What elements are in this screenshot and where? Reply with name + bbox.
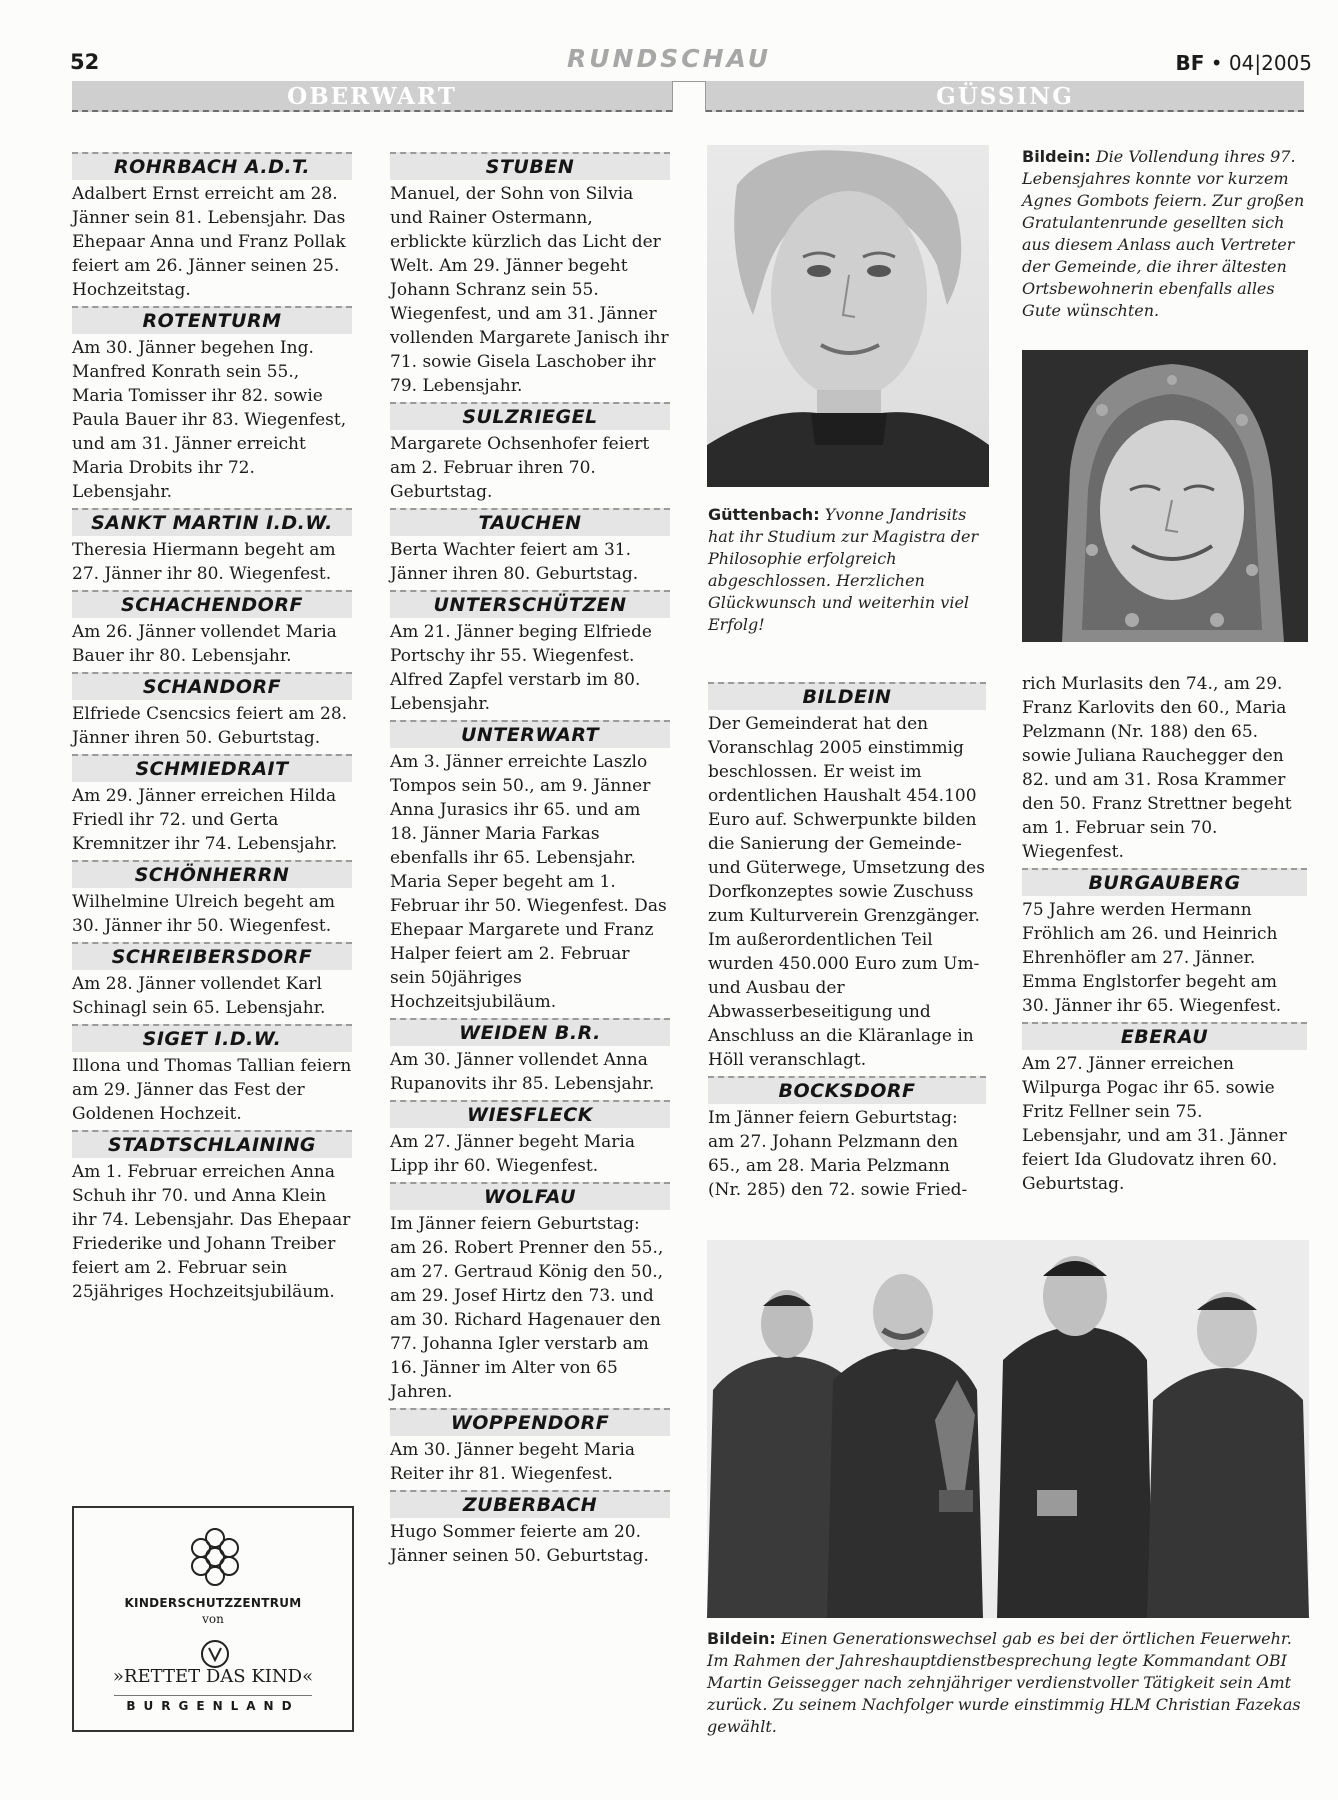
section-text: Am 27. Jänner begeht Maria Lipp ihr 60. Wiegenfest.: [390, 1132, 635, 1176]
section-title: EBERAU: [1022, 1022, 1307, 1050]
issue-brand: BF: [1175, 51, 1205, 75]
region-divider: [672, 81, 706, 112]
section-title: SCHMIEDRAIT: [72, 754, 352, 782]
section-title: SULZRIEGEL: [390, 402, 670, 430]
section-text: Am 30. Jänner begeht Maria Reiter ihr 81. Wiegenfest.: [390, 1440, 635, 1484]
section-title: WIESFLECK: [390, 1100, 670, 1128]
section-title: BOCKSDORF: [708, 1076, 986, 1104]
ad-slogan: »RETTET DAS KIND«: [112, 1666, 314, 1687]
section-title: ROTENTURM: [72, 306, 352, 334]
section-bildein: [708, 682, 986, 1072]
section-text: Am 29. Jänner erreichen Hilda Friedl ihr 72. und Gerta Kremnitzer ihr 74. Lebensjahr.: [72, 786, 338, 854]
section-text: Am 21. Jänner beging Elfriede Portschy ihr 55. Wiegenfest. Alfred Zapfel verstarb im 80. Lebensjahr.: [390, 622, 652, 714]
caption-label: Bildein:: [707, 1629, 776, 1648]
section-title: UNTERSCHÜTZEN: [390, 590, 670, 618]
section-title: ROHRBACH A.D.T.: [72, 152, 352, 180]
section-bocksdorf: [708, 1076, 986, 1202]
section-burgauberg: [1022, 868, 1307, 1018]
gift-box: [1037, 1490, 1077, 1516]
column-1: [72, 152, 352, 1308]
section-weiden: [390, 1018, 670, 1096]
ad-von: von: [202, 1612, 224, 1626]
issue-date: 04|2005: [1228, 51, 1312, 75]
region-bar-guessing: [706, 81, 1304, 112]
section-zuberbach: [390, 1490, 670, 1568]
section-text: rich Murlasits den 74., am 29. Franz Karlovits den 60., Maria Pelzmann (Nr. 188) den 65. sowie Juliana Rauchegger den 82. und am 31. Rosa Krammer den 50. Franz Strettner begeht am 1. Februar sein 70. Wiegenfest.: [1022, 674, 1292, 862]
ad-title: KINDERSCHUTZZENTRUM: [124, 1596, 302, 1610]
section-title: SIGET I.D.W.: [72, 1024, 352, 1052]
section-title: BURGAUBERG: [1022, 868, 1307, 896]
section-text: Im Jänner feiern Geburtstag: am 27. Johann Pelzmann den 65., am 28. Maria Pelzmann (Nr. 285) den 72. sowie Fried-: [708, 1108, 968, 1200]
section-text: Am 26. Jänner vollendet Maria Bauer ihr 80. Lebensjahr.: [72, 622, 337, 666]
section-title: UNTERWART: [390, 720, 670, 748]
column-4: [1022, 672, 1307, 1200]
section-text: Am 1. Februar erreichen Anna Schuh ihr 70. und Anna Klein ihr 74. Lebensjahr. Das Ehepaar Friederike und Johann Treiber feiert am 2. Februar sein 25jähriges Hochzeitsjubiläum.: [72, 1162, 351, 1302]
section-title: SCHÖNHERRN: [72, 860, 352, 888]
section-rohrbach: [72, 152, 352, 302]
section-unterschuetzen: [390, 590, 670, 716]
section-title: STADTSCHLAINING: [72, 1130, 352, 1158]
section-text: Am 28. Jänner vollendet Karl Schinagl sein 65. Lebensjahr.: [72, 974, 326, 1018]
section-title: TAUCHEN: [390, 508, 670, 536]
section-schreibersdorf: [72, 942, 352, 1020]
section-text: Elfriede Csencsics feiert am 28. Jänner ihren 50. Geburtstag.: [72, 704, 348, 748]
section-text: Margarete Ochsenhofer feiert am 2. Februar ihren 70. Geburtstag.: [390, 434, 650, 502]
section-tauchen: [390, 508, 670, 586]
section-stuben: [390, 152, 670, 398]
region-title-guessing: GÜSSING: [936, 83, 1074, 110]
region-bar-oberwart: [72, 81, 672, 112]
section-text: Der Gemeinderat hat den Voranschlag 2005 einstimmig beschlossen. Er weist im ordentlichen Haushalt 454.100 Euro auf. Schwerpunkte bilden die Sanierung der Gemeinde- und Güterwege, Umsetzung des Dorfkonzeptes sowie Zuschuss zum Kulturverein Grenzgänger. Im außerordentlichen Teil wurden 450.000 Euro zum Um- und Ausbau der Abwasserbeseitigung und Anschluss an die Kläranlage in Höll veranschlagt.: [708, 714, 985, 1070]
section-schachendorf: [72, 590, 352, 668]
section-text: Hugo Sommer feierte am 20. Jänner seinen 50. Geburtstag.: [390, 1522, 649, 1566]
photo-fire-brigade: [707, 1240, 1309, 1618]
section-text: Illona und Thomas Tallian feiern am 29. Jänner das Fest der Goldenen Hochzeit.: [72, 1056, 352, 1124]
section-bocksdorf-continued: [1022, 672, 1307, 864]
kinderschutz-logo-icon: [74, 1508, 356, 1734]
section-text: Theresia Hiermann begeht am 27. Jänner ihr 80. Wiegenfest.: [72, 540, 336, 584]
section-title: SCHREIBERSDORF: [72, 942, 352, 970]
elderly-woman-image: [1022, 350, 1308, 642]
section-text: 75 Jahre werden Hermann Fröhlich am 26. und Heinrich Ehrenhöfler am 27. Jänner. Emma Englstorfer begeht am 30. Jänner ihr 65. Wiegenfest.: [1022, 900, 1282, 1016]
photo-elderly-woman: [1022, 350, 1308, 642]
section-siget: [72, 1024, 352, 1126]
section-text: Adalbert Ernst erreicht am 28. Jänner sein 81. Lebensjahr. Das Ehepaar Anna und Franz Pollak feiert am 26. Jänner seinen 25. Hochzeitstag.: [72, 184, 346, 300]
caption-bildein-bottom: [707, 1628, 1315, 1738]
section-schandorf: [72, 672, 352, 750]
caption-text: Einen Generationswechsel gab es bei der örtlichen Feuerwehr. Im Rahmen der Jahreshauptdienstbesprechung legte Kommandant OBI Martin Geissegger nach zehnjähriger verdienstvoller Tätigkeit sein Amt zurück. Zu seinem Nachfolger wurde einstimmig HLM Christian Fazekas gewählt.: [707, 1629, 1301, 1736]
section-sankt-martin: [72, 508, 352, 586]
section-text: Im Jänner feiern Geburtstag: am 26. Robert Prenner den 55., am 27. Gertraud König den 50., am 29. Josef Hirtz den 73. und am 30. Richard Hagenauer den 77. Johanna Igler verstarb am 16. Jänner im Alter von 65 Jahren.: [390, 1214, 664, 1402]
section-title: WOPPENDORF: [390, 1408, 670, 1436]
caption-text: Yvonne Jandrisits hat ihr Studium zur Magistra der Philosophie erfolgreich abgeschlossen. Herzlichen Glückwunsch und weiterhin viel Erfolg!: [708, 505, 979, 634]
section-title: WOLFAU: [390, 1182, 670, 1210]
section-wolfau: [390, 1182, 670, 1404]
caption-label: Güttenbach:: [708, 505, 820, 524]
caption-label: Bildein:: [1022, 147, 1091, 166]
fire-brigade-image: [707, 1240, 1309, 1618]
ad-region: BURGENLAND: [114, 1695, 312, 1713]
section-sulzriegel: [390, 402, 670, 504]
section-eberau: [1022, 1022, 1307, 1196]
section-title: ZUBERBACH: [390, 1490, 670, 1518]
section-woppendorf: [390, 1408, 670, 1486]
region-title-oberwart: OBERWART: [287, 83, 457, 110]
section-unterwart: [390, 720, 670, 1014]
section-title: SCHACHENDORF: [72, 590, 352, 618]
section-rotenturm: [72, 306, 352, 504]
caption-guettenbach: [708, 504, 990, 636]
section-text: Am 30. Jänner vollendet Anna Rupanovits ihr 85. Lebensjahr.: [390, 1050, 655, 1094]
section-title: SANKT MARTIN I.D.W.: [72, 508, 352, 536]
section-text: Am 30. Jänner begehen Ing. Manfred Konrath sein 55., Maria Tomisser ihr 82. sowie Paula Bauer ihr 83. Wiegenfest, und am 31. Jänner erreicht Maria Drobits ihr 72. Lebensjahr.: [72, 338, 347, 502]
section-wiesfleck: [390, 1100, 670, 1178]
caption-bildein-top: [1022, 146, 1314, 322]
page-number: 52: [70, 50, 100, 74]
column-3: [708, 682, 986, 1206]
section-text: Am 3. Jänner erreichte Laszlo Tompos sein 50., am 9. Jänner Anna Jurasics ihr 65. und am 18. Jänner Maria Farkas ebenfalls ihr 65. Lebensjahr. Maria Seper begeht am 1. Februar ihr 50. Wiegenfest. Das Ehepaar Margarete und Franz Halper feiert am 2. Februar sein 50jähriges Hochzeitsjubiläum.: [390, 752, 667, 1012]
issue-label: [1175, 51, 1312, 75]
section-text: Am 27. Jänner erreichen Wilpurga Pogac ihr 65. sowie Fritz Fellner sein 75. Lebensjahr, und am 31. Jänner feiert Ida Gludovatz ihren 60. Geburtstag.: [1022, 1054, 1287, 1194]
section-schmiedrait: [72, 754, 352, 856]
section-title: WEIDEN B.R.: [390, 1018, 670, 1046]
section-text: Wilhelmine Ulreich begeht am 30. Jänner ihr 50. Wiegenfest.: [72, 892, 336, 936]
photo-portrait-woman: [707, 145, 989, 487]
section-text: Berta Wachter feiert am 31. Jänner ihren 80. Geburtstag.: [390, 540, 639, 584]
section-title: STUBEN: [390, 152, 670, 180]
section-title: BILDEIN: [708, 682, 986, 710]
section-text: Manuel, der Sohn von Silvia und Rainer Ostermann, erblickte kürzlich das Licht der Welt. Am 29. Jänner begeht Johann Schranz sein 55. Wiegenfest, und am 31. Jänner vollenden Margarete Janisch ihr 71. sowie Gisela Laschober ihr 79. Lebensjahr.: [390, 184, 669, 396]
section-schoenherrn: [72, 860, 352, 938]
section-title: SCHANDORF: [72, 672, 352, 700]
masthead-title: RUNDSCHAU: [566, 44, 772, 73]
caption-text: Die Vollendung ihres 97. Lebensjahres konnte vor kurzem Agnes Gombots feiern. Zur großen Gratulantenrunde gesellten sich aus diesem Anlass auch Vertreter der Gemeinde, die ihrer ältesten Ortsbewohnerin ebenfalls alles Gute wünschten.: [1022, 147, 1305, 320]
issue-separator: •: [1204, 51, 1229, 75]
portrait-woman-image: [707, 145, 989, 487]
kinderschutz-ad: [72, 1506, 354, 1732]
section-stadtschlaining: [72, 1130, 352, 1304]
column-2: [390, 152, 670, 1572]
